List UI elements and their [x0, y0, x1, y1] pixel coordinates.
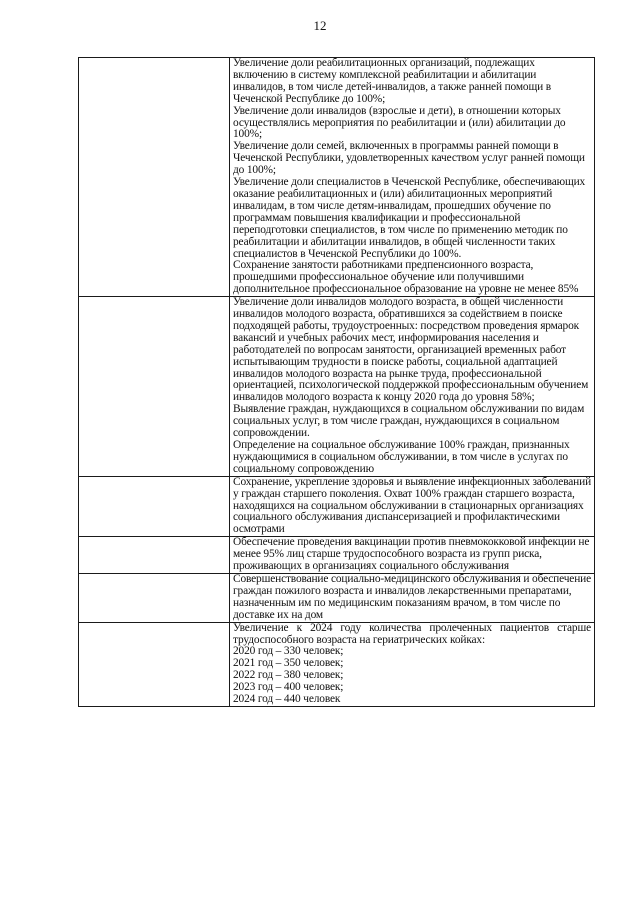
indicator-text: Увеличение доли специалистов в Чеченской Республике, обеспечивающих оказание реабилитационных и (или) абилитационных мероприятий инвалидам, в том числе детям-инвалидам, прошедших обучение по программам повышения квалификации и профессиональной переподготовки специалистов, в том числе по применению методик по реабилитации и абилитации инвалидов, в общей численности таких специалистов в Чеченской Республики до 100%. [233, 176, 586, 260]
indicator-text: Увеличение доли реабилитационных организаций, подлежащих включению в систему комплексной реабилитации и абилитации инвалидов, в том числе детей-инвалидов, а также ранней помощи в Чеченской Республике до 100%; [233, 57, 551, 105]
indicator-text: Определение на социальное обслуживание 100% граждан, признанных нуждающимися в социальном обслуживании, в том числе в услугах по социальному сопровождению [233, 439, 570, 475]
indicator-text: Увеличение доли инвалидов молодого возраста, в общей численности инвалидов молодого возраста, обратившихся за содействием в поиске подходящей работы, трудоустроенных: посредством проведения ярмарок вакансий и учебных рабочих мест, информирования населения и работодателей по вопросам занятости, организацией временных работ испытывающим трудности в поиске работы, социальной адаптацией инвалидов молодого возраста на рынке труда, профессиональной ориентацией, психологической поддержкой профессиональным обучением инвалидов молодого возраста к концу 2020 года до уровня 58%; [233, 296, 589, 404]
page-number: 12 [313, 18, 327, 33]
table-cell-indicators [230, 537, 595, 574]
table-row [79, 573, 595, 622]
indicator-text: Увеличение доли семей, включенных в программы ранней помощи в Чеченской Республики, удовлетворенных качеством услуг ранней помощи до 100%; [233, 140, 585, 177]
indicator-text: Выявление граждан, нуждающихся в социальном обслуживании по видам социальных услуг, в том числе граждан, нуждающихся в социальном сопровождении. [233, 403, 585, 440]
indicators-table [78, 57, 595, 707]
table-row [79, 476, 595, 537]
indicator-text: 2020 год – 330 человек; [233, 645, 344, 658]
indicator-text: 2022 год – 380 человек; [233, 669, 344, 682]
table-row [79, 58, 595, 297]
table-cell-empty [79, 573, 230, 622]
indicator-text: Обеспечение проведения вакцинации против пневмококковой инфекции не менее 95% лиц старше трудоспособного возраста из групп риска, проживающих в организациях социального обслуживания [233, 536, 590, 573]
table-cell-indicators [230, 297, 595, 477]
table-cell-empty [79, 622, 230, 706]
table-cell-indicators [230, 573, 595, 622]
table-cell-indicators [230, 622, 595, 706]
indicator-text: Увеличение доли инвалидов (взрослые и дети), в отношении которых осуществлялись мероприятия по реабилитации и (или) абилитации до 100%; [233, 104, 566, 141]
indicator-text: Сохранение, укрепление здоровья и выявление инфекционных заболеваний у граждан старшего поколения. Охват 100% граждан старшего возраста, находящихся на социальном обслуживании в стационарных организациях социального обслуживания диспансеризацией и профилактическими осмотрами [233, 475, 592, 536]
table-row [79, 622, 595, 706]
indicator-text: 2023 год – 400 человек; [233, 681, 344, 694]
table-cell-indicators [230, 58, 595, 297]
table-row [79, 297, 595, 477]
table-cell-empty [79, 537, 230, 574]
indicator-text: Сохранение занятости работниками предпенсионного возраста, прошедшими профессиональное обучение или получившими дополнительное профессиональное образование на уровне не менее 85% [233, 259, 579, 296]
table-cell-indicators [230, 476, 595, 537]
indicator-text: 2021 год – 350 человек; [233, 657, 344, 670]
table-cell-empty [79, 476, 230, 537]
table-row [79, 537, 595, 574]
table-cell-empty [79, 297, 230, 477]
table-cell-empty [79, 58, 230, 297]
indicator-text: Увеличение к 2024 году количества пролеченных пациентов старше трудоспособного возраста на гериатрических койках: [233, 621, 591, 646]
indicator-text: 2024 год – 440 человек [233, 693, 341, 706]
indicator-text: Совершенствование социально-медицинского обслуживания и обеспечение граждан пожилого возраста и инвалидов лекарственными препаратами, назначенным им по медицинским показаниям врачом, в том числе по доставке их на дом [233, 572, 592, 621]
